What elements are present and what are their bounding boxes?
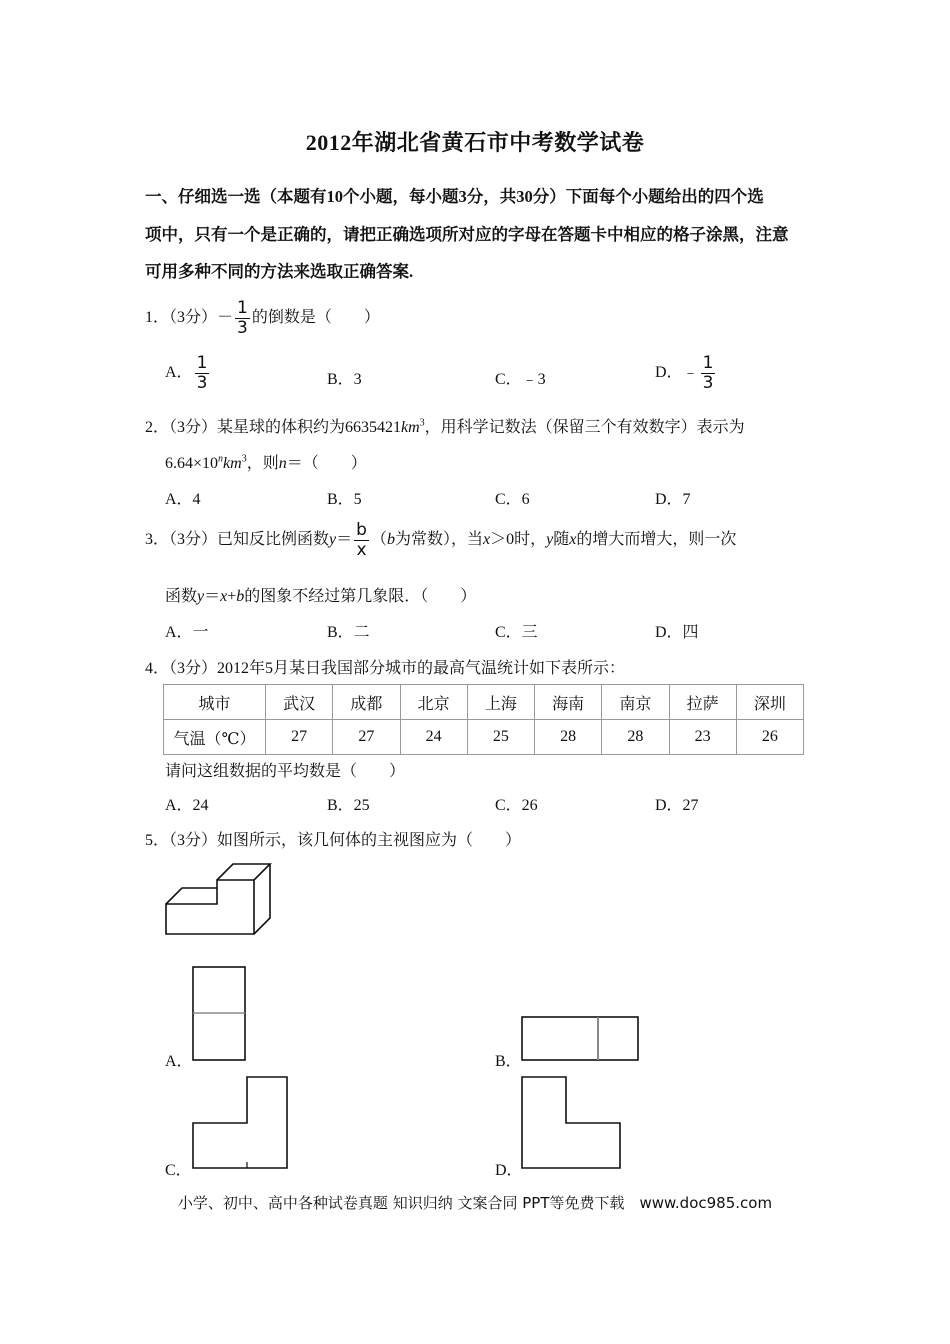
q5-option-a-label: A． (165, 1053, 193, 1070)
q3-x: x (482, 531, 491, 549)
q2-n-var: n (278, 455, 287, 472)
q3-text-b: （ (370, 531, 387, 549)
table-cell: 25 (467, 720, 534, 755)
table-cell: 28 (535, 720, 602, 755)
table-cell: 上海 (467, 685, 534, 720)
q5-option-c-label: C． (165, 1162, 192, 1179)
section-instructions-line3: 可用多种不同的方法来选取正确答案. (145, 262, 414, 281)
q3-frac-den: x (356, 540, 367, 560)
q4-option-b: B．25 (327, 797, 370, 814)
table-cell: 海南 (535, 685, 602, 720)
q1-frac-den: 3 (237, 318, 248, 338)
q3-line2-b: ＝ (204, 588, 221, 605)
q1-option-d-fraction (701, 355, 716, 392)
figure-side-face (254, 864, 270, 934)
table-cell: 26 (736, 720, 803, 755)
q3-y-2: y (546, 531, 554, 549)
q4-option-a: A．24 (165, 797, 209, 814)
q3-frac-num: b (356, 520, 367, 540)
q3-line2-c: + (227, 588, 237, 605)
q3-eq: ＝ (336, 531, 353, 549)
q3-option-c: C．三 (495, 624, 538, 641)
table-cell: 武汉 (266, 685, 333, 720)
table-cell: 深圳 (736, 685, 803, 720)
table-cell: 拉萨 (669, 685, 736, 720)
q3-line2-y: y (197, 588, 205, 605)
q2-line2-c: ＝（ ） (286, 455, 367, 472)
q5-option-c-shape (192, 1076, 290, 1171)
table-cell: 27 (266, 720, 333, 755)
table-cell: 24 (400, 720, 467, 755)
table-cell: 南京 (602, 685, 669, 720)
q1-suffix: 的倒数是（ ） (251, 309, 380, 327)
q3-text-d: ＞0时， (490, 531, 547, 549)
q4-option-d: D．27 (655, 797, 699, 814)
q1-prefix: 1．（3分）－ (145, 309, 234, 327)
q1-option-a-fraction (195, 355, 210, 392)
q1-option-d (655, 355, 717, 392)
q2-option-c: C．6 (495, 491, 530, 508)
q3-text-c: 为常数），当 (394, 531, 483, 549)
q1-d-den: 3 (702, 373, 714, 393)
q1-option-b: B．3 (327, 371, 362, 388)
q2-line1-a: 2．（3分）某星球的体积约为6635421 (145, 419, 402, 436)
table-cell: 27 (333, 720, 400, 755)
q4-question: 请问这组数据的平均数是（ ） (165, 763, 406, 780)
temperature-table (163, 684, 804, 755)
q3-line2-a: 函数 (165, 588, 198, 605)
q1-option-d-label: D．﹣ (655, 364, 699, 382)
q3-option-a: A．一 (165, 624, 209, 641)
q1-option-c: C．﹣3 (495, 371, 546, 388)
table-row-header (164, 685, 804, 720)
question-5: 5．（3分）如图所示，该几何体的主视图应为（ ） (145, 832, 522, 849)
page-title: 2012年湖北省黄石市中考数学试卷 (305, 130, 645, 155)
table-cell: 28 (602, 720, 669, 755)
q3-line2-x: x (220, 588, 228, 605)
q2-option-d: D．7 (655, 491, 691, 508)
q3-fraction (354, 522, 369, 559)
q1-fraction (235, 300, 250, 337)
q5-option-d-shape (521, 1076, 623, 1171)
table-cell: 北京 (400, 685, 467, 720)
table-cell: 23 (669, 720, 736, 755)
q3-text-e: 随 (553, 531, 570, 549)
q2-exp-n: n (218, 453, 224, 465)
question-2-line1 (145, 414, 745, 437)
section-instructions-line2: 项中，只有一个是正确的，请把正确选项所对应的字母在答题卡中相应的格子涂黑，注意 (145, 225, 789, 244)
q5-option-a-shape (192, 966, 248, 1063)
figure-top-face (217, 864, 270, 880)
solid-figure (160, 850, 275, 940)
question-2-line2 (165, 450, 367, 473)
q3-b-var: b (386, 531, 395, 549)
q2-option-b: B．5 (327, 491, 362, 508)
q2-exp3: 3 (419, 417, 425, 429)
q2-line1-b: ，用科学记数法（保留三个有效数字）表示为 (424, 419, 745, 436)
q1-frac-num: 1 (237, 298, 248, 318)
q1-option-a-label: A． (165, 364, 193, 382)
question-3-line2 (165, 583, 476, 606)
question-1 (145, 300, 380, 337)
q4-option-c: C．26 (495, 797, 538, 814)
q3-option-b: B．二 (327, 624, 370, 641)
question-3-line1 (145, 522, 736, 559)
table-cell: 气温（℃） (164, 720, 266, 755)
q5-option-b-label: B． (495, 1053, 522, 1070)
table-row-values (164, 720, 804, 755)
q2-line2-a: 6.64×10 (165, 455, 219, 472)
question-4: 4．（3分）2012年5月某日我国部分城市的最高气温统计如下表所示： (145, 660, 626, 677)
q1-a-num: 1 (196, 353, 208, 373)
q3-line2-d: 的图象不经过第几象限．（ ） (244, 588, 477, 605)
section-instructions-line1: 一、仔细选一选（本题有10个小题，每小题3分，共30分）下面每个小题给出的四个选 (145, 187, 764, 206)
q2-km-2: km (223, 455, 242, 472)
table-cell: 城市 (164, 685, 266, 720)
q2-km: km (401, 419, 420, 436)
q2-option-a: A．4 (165, 491, 201, 508)
q2-line2-b: ，则 (246, 455, 279, 472)
footer-note: 小学、初中、高中各种试卷真题 知识归纳 文案合同 PPT等免费下载 www.doc985.com (177, 1194, 773, 1212)
q1-option-a (165, 355, 211, 392)
q2-exp3-2: 3 (241, 453, 247, 465)
q1-d-num: 1 (702, 353, 714, 373)
figure-step-top (166, 888, 217, 904)
q3-line2-b-var: b (236, 588, 245, 605)
q3-option-d: D．四 (655, 624, 699, 641)
q1-a-den: 3 (196, 373, 208, 393)
q3-text-a: 3．（3分）已知反比例函数 (145, 531, 330, 549)
table-cell: 成都 (333, 685, 400, 720)
q5-option-d-label: D． (495, 1162, 523, 1179)
q3-text-f: 的增大而增大，则一次 (576, 531, 737, 549)
q5-option-b-shape (521, 1016, 641, 1063)
q3-y: y (329, 531, 337, 549)
q3-x-2: x (569, 531, 577, 549)
